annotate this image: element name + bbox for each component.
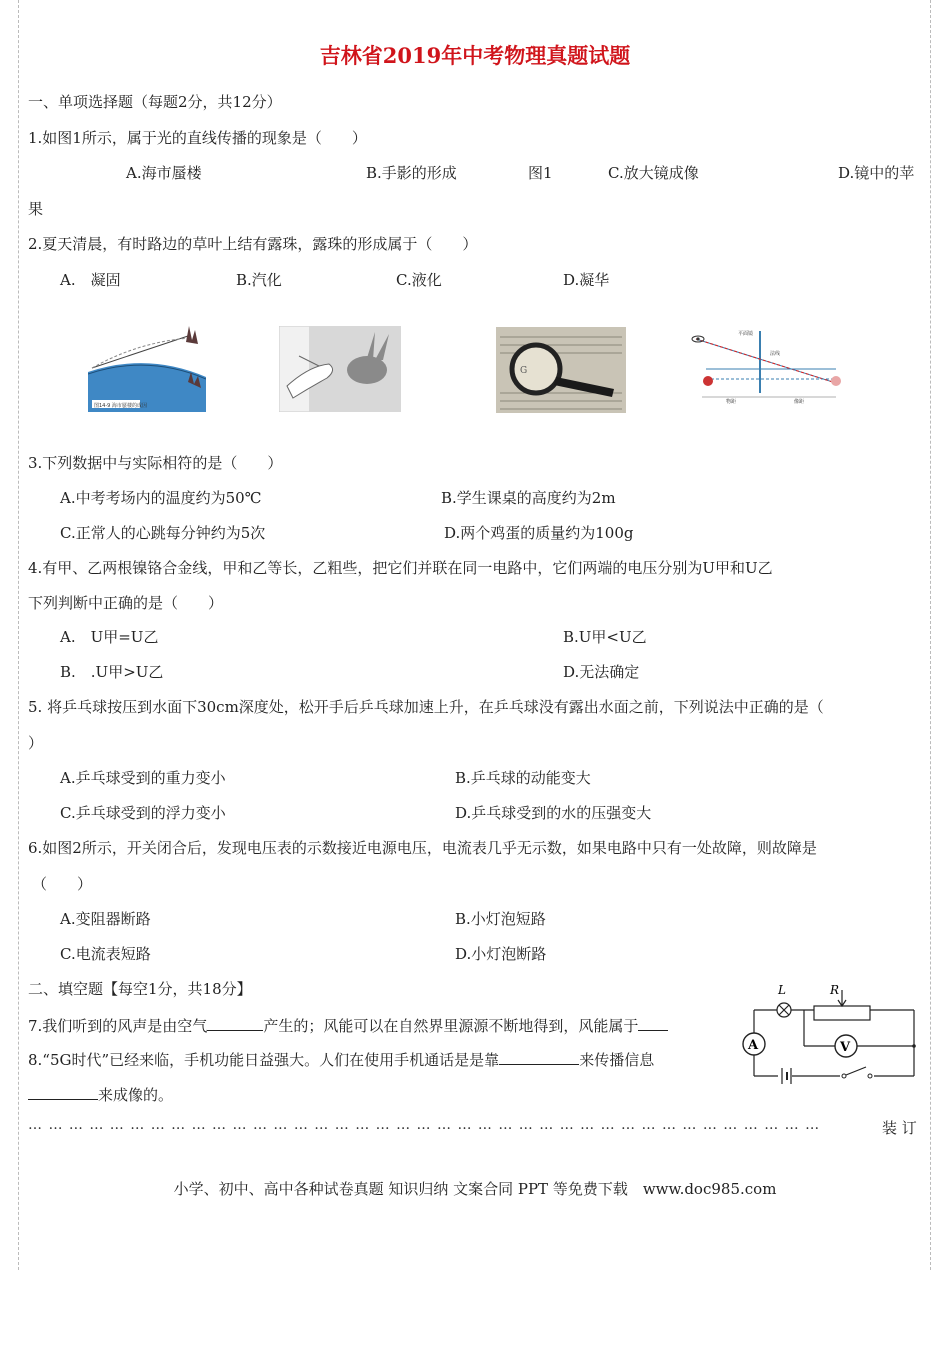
- q1-option-d-wrap: 果: [28, 200, 44, 218]
- q8-line2: [28, 1083, 173, 1105]
- plane-mirror-figure: [686, 327, 852, 405]
- q7-blank-2[interactable]: [638, 1014, 668, 1031]
- q7-text-1: 7.我们听到的风声是由空气: [28, 1017, 208, 1035]
- q2-option-b: B.汽化: [236, 271, 282, 289]
- page-border-right: [930, 0, 931, 1270]
- q4-stem-line1: 4.有甲、乙两根镍铬合金线，甲和乙等长，乙粗些，把它们并联在同一电路中，它们两端的电压分别为U甲和U乙: [28, 559, 773, 577]
- binding-marks: 装 订: [882, 1119, 917, 1137]
- q6-stem-line2: （ ）: [32, 875, 93, 893]
- svg-text:G: G: [520, 366, 528, 376]
- q3-option-a: A.中考考场内的温度约为50℃: [60, 489, 262, 507]
- q1-option-a: A.海市蜃楼: [126, 164, 202, 182]
- section-heading-choice: 一、单项选择题（每题2分，共12分）: [28, 93, 282, 111]
- q7-line: [28, 1014, 668, 1036]
- q8-text-1: 8.“5G时代”已经来临，手机功能日益强大。人们在使用手机通话是是靠: [28, 1051, 500, 1069]
- page-border-left: [18, 0, 19, 1270]
- q6-option-c: C.电流表短路: [60, 945, 151, 963]
- q2-option-c: C.液化: [396, 271, 442, 289]
- ammeter-label: A: [748, 1038, 759, 1053]
- q7-text-2: 产生的；风能可以在自然界里源源不断地得到，风能属于: [263, 1017, 639, 1035]
- q7-blank-1[interactable]: [207, 1014, 263, 1031]
- q5-stem-line2: ）: [28, 734, 44, 752]
- circuit-figure-2: [738, 980, 924, 1090]
- q3-stem: 3.下列数据中与实际相符的是（ ）: [28, 454, 283, 472]
- q8-blank-1[interactable]: [499, 1048, 579, 1065]
- q6-option-d: D.小灯泡断路: [455, 945, 547, 963]
- q5-option-b: B.乒乓球的动能变大: [455, 769, 591, 787]
- q4-option-d: D.无法确定: [563, 663, 640, 681]
- mirror-label: 平面镜: [738, 331, 754, 337]
- q5-stem-line1: 5. 将乒乓球按压到水面下30cm深度处，松开手后乒乓球加速上升，在乒乓球没有露出水面之前，下列说法中正确的是（: [28, 698, 824, 716]
- q4-stem-line2: 下列判断中正确的是（ ）: [28, 594, 224, 612]
- q8-text-3: 来成像的。: [98, 1086, 174, 1104]
- page-footer: 小学、初中、高中各种试卷真题 知识归纳 文案合同 PPT 等免费下载 www.doc985.com: [173, 1180, 777, 1198]
- q5-option-d: D.乒乓球受到的水的压强变大: [455, 804, 652, 822]
- section-heading-fill: 二、填空题【每空1分，共18分】: [28, 980, 252, 998]
- normal-label: 法线: [770, 351, 781, 357]
- q1-stem: 1.如图1所示，属于光的直线传播的现象是（ ）: [28, 129, 367, 147]
- q6-stem-line1: 6.如图2所示，开关闭合后，发现电压表的示数接近电源电压，电流表几乎无示数，如果电路中只有一处故障，则故障是: [28, 839, 817, 857]
- page-title: 吉林省2019年中考物理真题试题: [319, 43, 631, 68]
- q2-option-d: D.凝华: [563, 271, 610, 289]
- q6-option-b: B.小灯泡短路: [455, 910, 546, 928]
- q4-option-b: B.U甲<U乙: [563, 628, 647, 646]
- q3-option-b: B.学生课桌的高度约为2m: [441, 489, 616, 507]
- image-distance-label: 像距: [794, 399, 805, 405]
- q5-option-c: C.乒乓球受到的浮力变小: [60, 804, 226, 822]
- q3-option-d: D.两个鸡蛋的质量约为100g: [444, 524, 634, 542]
- mirage-figure: [88, 322, 206, 412]
- q8-line1: [28, 1048, 654, 1070]
- q4-option-a: A. U甲=U乙: [60, 628, 159, 646]
- q4-option-c: B. .U甲>U乙: [60, 663, 164, 681]
- q1-option-c: C.放大镜成像: [608, 164, 699, 182]
- q2-stem: 2.夏天清晨，有时路边的草叶上结有露珠，露珠的形成属于（ ）: [28, 235, 478, 253]
- q5-option-a: A.乒乓球受到的重力变小: [60, 769, 226, 787]
- mirage-caption: 图14-9 海市蜃楼的成因: [94, 403, 147, 409]
- magnifier-figure: [496, 327, 626, 413]
- binding-line-dots: … … … … … … … … … … … … … … … … … … … … … … … … … … … … … … … … … … … … … … …: [28, 1117, 821, 1133]
- hand-shadow-figure: [279, 326, 401, 412]
- q2-option-a: A. 凝固: [60, 271, 121, 289]
- q8-text-2: 来传播信息: [579, 1051, 655, 1069]
- lamp-label: L: [778, 983, 786, 997]
- object-distance-label: 物距: [726, 399, 737, 405]
- q1-option-b: B.手影的形成: [366, 164, 457, 182]
- q1-option-d: D.镜中的苹: [838, 164, 915, 182]
- q6-option-a: A.变阻器断路: [60, 910, 151, 928]
- voltmeter-label: V: [840, 1040, 851, 1055]
- q8-blank-2[interactable]: [28, 1083, 98, 1100]
- figure-1-caption: 图1: [528, 164, 553, 182]
- rheostat-label: R: [830, 983, 840, 997]
- q3-option-c: C.正常人的心跳每分钟约为5次: [60, 524, 266, 542]
